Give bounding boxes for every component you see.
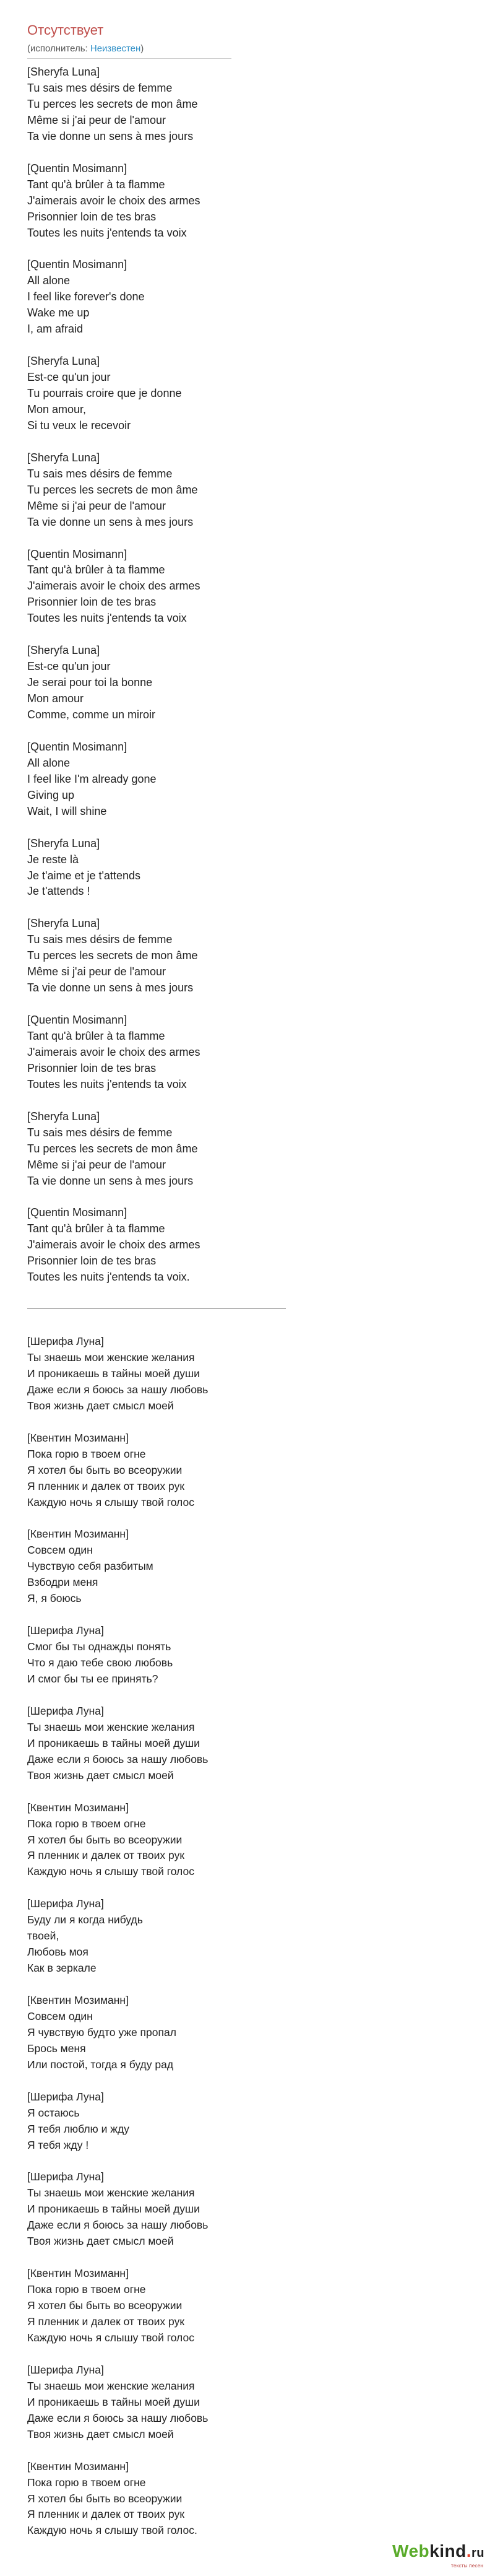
original-lyric-line: I, am afraid — [27, 323, 84, 336]
original-lyric-line: Tu perces les secrets de mon âme — [27, 97, 198, 110]
original-lyric-line: Tu pourrais croire que je donne — [27, 387, 182, 400]
original-singer-label: [Quentin Mosimann] — [27, 547, 127, 560]
artist-link[interactable]: Неизвестен — [90, 43, 141, 54]
translation-lyric-line: Буду ли я когда нибудь — [27, 1913, 143, 1926]
translation-lyric-line: И проникаешь в тайны моей души — [27, 2203, 200, 2216]
original-lyric-line: Toutes les nuits j'entends ta voix — [27, 226, 187, 239]
original-lyric-line: Même si j'ai peur de l'amour — [27, 965, 166, 978]
original-singer-label: [Sheryfa Luna] — [27, 355, 100, 368]
original-stanza — [27, 450, 423, 531]
translation-lyric-line: Ты знаешь мои женские желания — [27, 2379, 195, 2392]
original-lyric-line: All alone — [27, 274, 71, 287]
artist-prefix: (исполнитель: — [27, 43, 90, 54]
original-stanza — [27, 916, 423, 996]
translation-lyric-line: Пока горю в твоем огне — [27, 2283, 146, 2296]
original-lyric-line: Tu sais mes désirs de femme — [27, 81, 173, 94]
translation-lyric-line: Я пленник и далек от твоих рук — [27, 2508, 184, 2521]
original-lyric-line: Toutes les nuits j'entends ta voix — [27, 612, 187, 625]
translation-singer-label: [Квентин Мозиманн] — [27, 1528, 129, 1541]
translation-singer-label: [Квентин Мозиманн] — [27, 1994, 129, 2007]
translation-lyric-line: Совсем один — [27, 1544, 93, 1557]
original-lyric-line: Tant qu'à brûler à ta flamme — [27, 1030, 165, 1043]
original-lyric-line: Tu perces les secrets de mon âme — [27, 1142, 198, 1155]
translation-lyric-line: Смог бы ты однажды понять — [27, 1640, 171, 1653]
original-stanza — [27, 354, 423, 434]
translation-lyric-line: Брось меня — [27, 2042, 86, 2055]
original-lyric-line: Comme, comme un miroir — [27, 708, 156, 721]
original-stanza — [27, 64, 423, 145]
original-lyric-line: Ta vie donne un sens à mes jours — [27, 515, 194, 528]
original-lyric-line: Prisonnier loin de tes bras — [27, 596, 157, 609]
translation-stanza — [27, 1430, 423, 1511]
translation-lyric-line: Совсем один — [27, 2009, 93, 2022]
translation-lyric-line: И проникаешь в тайны моей души — [27, 1736, 200, 1749]
original-lyric-line: Même si j'ai peur de l'amour — [27, 499, 166, 512]
translation-lyric-line: Каждую ночь я слышу твой голос — [27, 1865, 194, 1878]
translation-lyric-line: Я тебя жду ! — [27, 2138, 89, 2151]
translation-singer-label: [Квентин Мозиманн] — [27, 1801, 129, 1814]
divider-spacer — [27, 1318, 423, 1334]
translation-lyric-line: Каждую ночь я слышу твой голос — [27, 2331, 194, 2344]
logo-tagline: тексты песен — [451, 2562, 483, 2569]
translation-lyric-line: Твоя жизнь дает смысл моей — [27, 1399, 174, 1412]
translation-lyric-line: Я пленник и далек от твоих рук — [27, 1479, 184, 1492]
translation-lyric-line: И смог бы ты ее принять? — [27, 1673, 158, 1686]
translation-lyric-line: Что я даю тебе свою любовь — [27, 1656, 173, 1669]
translation-lyric-line: Пока горю в твоем огне — [27, 1447, 146, 1460]
original-stanza — [27, 836, 423, 900]
original-lyric-line: Wake me up — [27, 307, 90, 320]
translation-singer-label: [Квентин Мозиманн] — [27, 1431, 129, 1444]
original-singer-label: [Sheryfa Luna] — [27, 451, 100, 464]
translation-lyric-line: Я хотел бы быть во всеоружии — [27, 2492, 183, 2505]
original-stanza — [27, 643, 423, 723]
translation-lyric-line: Ты знаешь мои женские желания — [27, 1351, 195, 1364]
original-lyric-line: All alone — [27, 756, 71, 769]
translation-stanza — [27, 1526, 423, 1607]
original-lyric-line: Tu sais mes désirs de femme — [27, 933, 173, 946]
original-stanza — [27, 1205, 423, 1286]
translation-lyric-line: Даже если я боюсь за нашу любовь — [27, 2411, 209, 2424]
translation-singer-label: [Шерифа Луна] — [27, 1897, 104, 1910]
original-singer-label: [Sheryfa Luna] — [27, 66, 100, 78]
translation-lyric-line: Даже если я боюсь за нашу любовь — [27, 2219, 209, 2232]
translation-stanza — [27, 1334, 423, 1414]
translation-singer-label: [Шерифа Луна] — [27, 1624, 104, 1637]
original-lyric-line: Je t'attends ! — [27, 885, 90, 898]
original-singer-label: [Sheryfa Luna] — [27, 917, 100, 930]
translation-stanza — [27, 1993, 423, 2073]
original-lyric-line: J'aimerais avoir le choix des armes — [27, 1045, 200, 1058]
translation-stanza — [27, 2089, 423, 2154]
original-singer-label: [Sheryfa Luna] — [27, 837, 100, 850]
original-lyric-line: J'aimerais avoir le choix des armes — [27, 1238, 200, 1251]
translation-lyric-line: Каждую ночь я слышу твой голос — [27, 1495, 194, 1508]
translation-lyric-line: И проникаешь в тайны моей души — [27, 1367, 200, 1380]
original-lyric-line: Est-ce qu'un jour — [27, 660, 111, 673]
translated-lyrics — [27, 1334, 423, 2539]
artist-suffix: ) — [140, 43, 144, 54]
original-lyric-line: I feel like I'm already gone — [27, 772, 157, 785]
original-singer-label: [Quentin Mosimann] — [27, 740, 127, 753]
translation-lyric-line: Ты знаешь мои женские желания — [27, 2187, 195, 2200]
original-lyric-line: Giving up — [27, 788, 75, 801]
translation-singer-label: [Шерифа Луна] — [27, 2170, 104, 2183]
original-lyric-line: Tu sais mes désirs de femme — [27, 467, 173, 480]
original-lyric-line: Est-ce qu'un jour — [27, 371, 111, 384]
original-singer-label: [Quentin Mosimann] — [27, 1014, 127, 1027]
original-lyric-line: J'aimerais avoir le choix des armes — [27, 580, 200, 593]
logo-wordmark — [392, 2541, 484, 2561]
translation-lyric-line: Пока горю в твоем огне — [27, 1817, 146, 1830]
translation-lyric-line: Я пленник и далек от твоих рук — [27, 2315, 184, 2328]
original-lyric-line: Tu sais mes désirs de femme — [27, 1126, 173, 1139]
translation-singer-label: [Квентин Мозиманн] — [27, 2267, 129, 2280]
translation-lyric-line: Каждую ночь я слышу твой голос. — [27, 2524, 197, 2537]
original-lyric-line: Toutes les nuits j'entends ta voix — [27, 1077, 187, 1090]
original-lyric-line: Mon amour, — [27, 402, 87, 416]
artist-line — [27, 43, 144, 54]
translation-lyric-line: Чувствую себя разбитым — [27, 1560, 153, 1573]
translation-stanza — [27, 2459, 423, 2539]
translation-singer-label: [Шерифа Луна] — [27, 1335, 104, 1348]
original-lyric-line: Wait, I will shine — [27, 804, 107, 817]
original-lyric-line: I feel like forever's done — [27, 290, 145, 303]
translation-lyric-line: Я, я боюсь — [27, 1592, 82, 1605]
original-lyric-line: Tant qu'à brûler à ta flamme — [27, 564, 165, 577]
original-singer-label: [Sheryfa Luna] — [27, 644, 100, 657]
original-lyric-line: Prisonnier loin de tes bras — [27, 210, 157, 223]
original-singer-label: [Sheryfa Luna] — [27, 1110, 100, 1123]
original-stanza — [27, 1109, 423, 1190]
original-stanza — [27, 1012, 423, 1093]
translation-lyric-line: твоей, — [27, 1930, 59, 1943]
original-lyric-line: Même si j'ai peur de l'amour — [27, 1158, 166, 1171]
translation-lyric-line: Я хотел бы быть во всеоружии — [27, 1833, 183, 1846]
translation-singer-label: [Квентин Мозиманн] — [27, 2460, 129, 2473]
translation-divider-wrap — [27, 1302, 423, 1318]
original-lyric-line: Prisonnier loin de tes bras — [27, 1255, 157, 1268]
translation-singer-label: [Шерифа Луна] — [27, 2363, 104, 2376]
translation-stanza — [27, 2362, 423, 2443]
translation-lyric-line: Я хотел бы быть во всеоружии — [27, 2299, 183, 2312]
translation-lyric-line: Или постой, тогда я буду рад — [27, 2058, 174, 2071]
translation-lyric-line: Ты знаешь мои женские желания — [27, 1720, 195, 1733]
original-lyric-line: Tu perces les secrets de mon âme — [27, 949, 198, 962]
translation-lyric-line: Твоя жизнь дает смысл моей — [27, 2427, 174, 2440]
logo-web: Web — [392, 2541, 430, 2561]
logo-dot: . — [466, 2541, 471, 2561]
original-lyrics — [27, 64, 423, 1286]
translation-singer-label: [Шерифа Луна] — [27, 2090, 104, 2103]
translation-lyric-line: Я пленник и далек от твоих рук — [27, 1849, 184, 1862]
translation-lyric-line: Даже если я боюсь за нашу любовь — [27, 1752, 209, 1765]
original-singer-label: [Quentin Mosimann] — [27, 258, 127, 271]
original-stanza — [27, 257, 423, 337]
lyrics-body — [27, 64, 423, 2555]
original-stanza — [27, 739, 423, 820]
original-lyric-line: Tu perces les secrets de mon âme — [27, 483, 198, 496]
original-lyric-line: Si tu veux le recevoir — [27, 419, 131, 432]
translation-lyric-line: Любовь моя — [27, 1946, 88, 1959]
translation-lyric-line: Как в зеркале — [27, 1962, 97, 1975]
original-lyric-line: Tant qu'à brûler à ta flamme — [27, 178, 165, 191]
original-lyric-line: Je reste là — [27, 853, 79, 866]
translation-stanza — [27, 1896, 423, 1977]
original-lyric-line: Prisonnier loin de tes bras — [27, 1061, 157, 1074]
translation-lyric-line: Даже если я боюсь за нашу любовь — [27, 1383, 209, 1396]
webkind-logo[interactable] — [361, 2541, 484, 2569]
translation-lyric-line: Я чувствую будто уже пропал — [27, 2026, 176, 2039]
translation-lyric-line: Пока горю в твоем огне — [27, 2476, 146, 2489]
logo-ru: ru — [471, 2546, 484, 2560]
translation-lyric-line: Я тебя люблю и жду — [27, 2122, 129, 2135]
title-divider — [27, 58, 231, 59]
original-stanza — [27, 161, 423, 242]
translation-lyric-line: Я хотел бы быть во всеоружии — [27, 1463, 183, 1476]
original-lyric-line: Ta vie donne un sens à mes jours — [27, 1174, 194, 1187]
original-lyric-line: Je t'aime et je t'attends — [27, 869, 140, 882]
song-title: Отсутствует — [27, 22, 104, 38]
original-lyric-line: Je serai pour toi la bonne — [27, 676, 153, 689]
original-singer-label: [Quentin Mosimann] — [27, 1206, 127, 1219]
logo-kind: kind — [429, 2541, 467, 2561]
original-lyric-line: Mon amour — [27, 692, 84, 705]
translation-lyric-line: Я остаюсь — [27, 2106, 80, 2119]
translation-stanza — [27, 1800, 423, 1881]
translation-stanza — [27, 1704, 423, 1784]
original-lyric-line: Tant qu'à brûler à ta flamme — [27, 1222, 165, 1235]
translation-stanza — [27, 2169, 423, 2250]
original-singer-label: [Quentin Mosimann] — [27, 162, 127, 175]
original-lyric-line: Ta vie donne un sens à mes jours — [27, 129, 194, 142]
translation-singer-label: [Шерифа Луна] — [27, 1704, 104, 1717]
translation-stanza — [27, 1623, 423, 1687]
original-stanza — [27, 547, 423, 627]
translation-lyric-line: Твоя жизнь дает смысл моей — [27, 2235, 174, 2248]
original-lyric-line: J'aimerais avoir le choix des armes — [27, 194, 200, 207]
translation-lyric-line: Твоя жизнь дает смысл моей — [27, 1769, 174, 1782]
translation-stanza — [27, 2266, 423, 2346]
original-lyric-line: Toutes les nuits j'entends ta voix. — [27, 1271, 190, 1284]
translation-lyric-line: Взбодри меня — [27, 1576, 98, 1589]
original-lyric-line: Ta vie donne un sens à mes jours — [27, 981, 194, 994]
translation-lyric-line: И проникаешь в тайны моей души — [27, 2395, 200, 2408]
original-lyric-line: Même si j'ai peur de l'amour — [27, 113, 166, 126]
